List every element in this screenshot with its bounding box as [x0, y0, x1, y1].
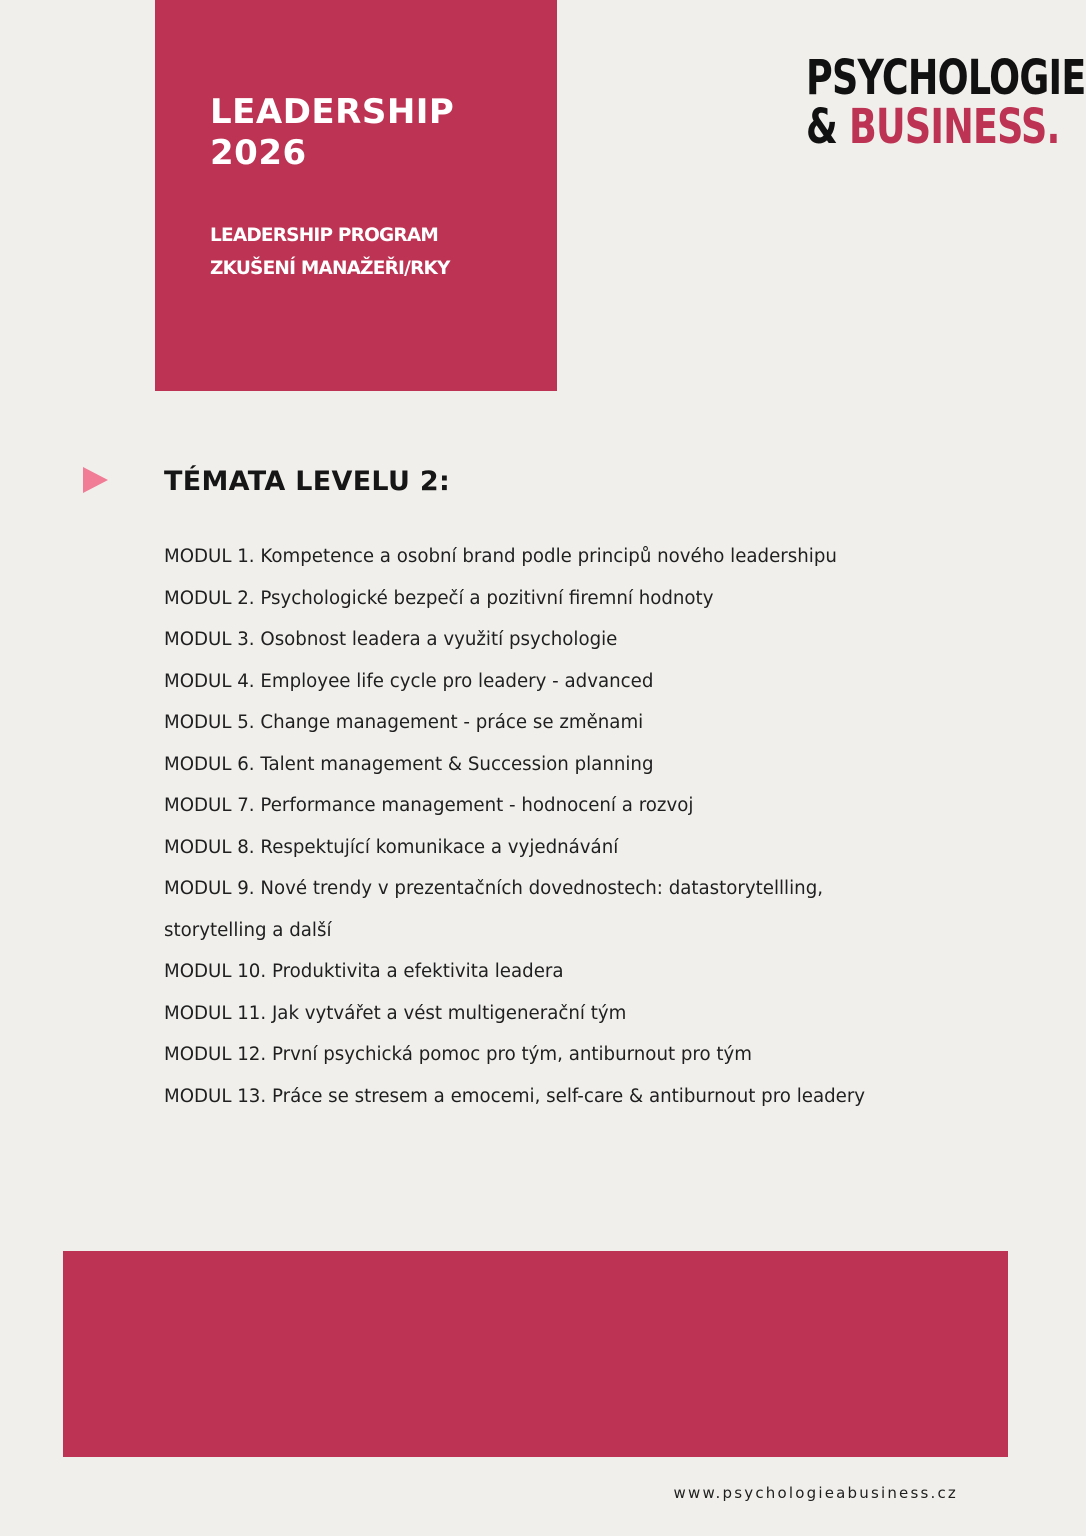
module-item: MODUL 13. Práce se stresem a emocemi, self-care & antiburnout pro leadery	[164, 1085, 866, 1107]
page-title	[210, 92, 454, 174]
website-link[interactable]: www.psychologieabusiness.cz	[673, 1484, 958, 1502]
module-item: MODUL 10. Produktivita a efektivita leadera	[164, 961, 564, 982]
module-list	[164, 536, 944, 1117]
program-subtitle	[210, 219, 450, 285]
page-title-line1: LEADERSHIP	[210, 92, 455, 132]
module-item: MODUL 4. Employee life cycle pro leadery - advanced	[164, 670, 654, 692]
footer-banner	[63, 1251, 1008, 1457]
program-subtitle-line1: LEADERSHIP PROGRAM	[210, 225, 438, 246]
module-item-continuation: storytelling a další	[164, 919, 332, 941]
logo-ampersand: &	[806, 99, 838, 155]
module-item: MODUL 8. Respektující komunikace a vyjednávání	[164, 836, 619, 858]
module-item: MODUL 1. Kompetence a osobní brand podle principů nového leadershipu	[164, 546, 837, 567]
module-item: MODUL 6. Talent management & Succession planning	[164, 753, 654, 775]
module-item: MODUL 12. První psychická pomoc pro tým, antiburnout pro tým	[164, 1044, 753, 1065]
module-item: MODUL 11. Jak vytvářet a vést multigenerační tým	[164, 1002, 627, 1024]
logo-business: BUSINESS.	[848, 99, 1060, 155]
play-triangle-icon	[83, 467, 108, 493]
logo-line2	[806, 99, 1060, 155]
module-item: MODUL 2. Psychologické bezpečí a pozitivní firemní hodnoty	[164, 587, 714, 609]
program-subtitle-line2: ZKUŠENÍ MANAŽEŘI/RKY	[210, 258, 450, 279]
brand-logo	[806, 50, 1086, 155]
section-title: TÉMATA LEVELU 2:	[164, 466, 451, 497]
module-item: MODUL 7. Performance management - hodnocení a rozvoj	[164, 795, 694, 816]
hero-banner	[155, 0, 557, 391]
page-title-line2: 2026	[210, 133, 307, 173]
module-item: MODUL 5. Change management - práce se změnami	[164, 712, 644, 733]
module-item: MODUL 3. Osobnost leadera a využití psychologie	[164, 629, 618, 650]
logo-line1: PSYCHOLOGIE	[806, 50, 1086, 106]
module-item: MODUL 9. Nové trendy v prezentačních dovednostech: datastorytellling,	[164, 878, 824, 899]
